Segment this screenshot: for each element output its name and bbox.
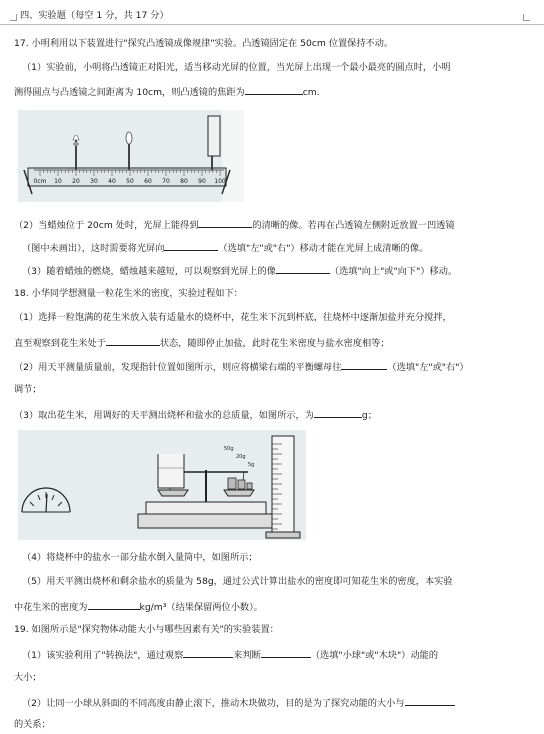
q17-p1-b [14,85,320,99]
q18-p5-a: （5）用天平测出烧杯和剩余盐水的质量为 58g，通过公式计算出盐水的密度即可知花生米的密度，本实验 [22,576,453,587]
q17-p3-text1: （3）随着蜡烛的燃烧，蜡烛越来越短，可以观察到光屏上的像 [22,266,276,277]
q17-p2-b [22,241,428,255]
q19-observe-blank [183,648,233,658]
balance-drawing [18,430,306,540]
q18-p3 [14,408,377,422]
optical-bench-photo [18,110,244,202]
q18-p3-text1: （3）取出花生米，用调好的天平测出烧杯和盐水的总质量，如图所示，为 [14,410,314,421]
scale-number: 0cm [33,178,47,185]
q17-p2-b-text1: （图中未画出），这时需要将光屏向 [22,243,165,254]
q18-p5-b-text1: 中花生米的密度为 [14,602,88,613]
q19-object-blank [261,648,311,658]
q17-p1-b-text: 测得圆点与凸透镜之间距离为 10cm，则凸透镜的焦距为 [14,87,245,98]
q17-p2-a-text2: 的清晰的像。若再在凸透镜左侧附近放置一凹透镜 [252,220,455,231]
q17-image-type-blank [198,218,252,228]
q18-nut-direction-blank [341,360,387,370]
q18-total-mass-blank [314,408,362,418]
scale-number: 60 [144,178,152,185]
q19-p1-a-text2: 来判断 [233,650,261,661]
q19-p1-a [22,648,438,662]
q17-p3 [22,264,457,278]
q17-p3-text2: （选填"向上"或"向下"）移动。 [329,266,458,277]
q18-p5-b [14,600,263,614]
crop-mark-left [10,14,17,21]
q18-p2-a-text2: （选填"左"或"右"） [387,362,469,373]
q17-p2-b-text2: （选填"左"或"右"）移动才能在光屏上成清晰的像。 [218,243,429,254]
q18-p2-a [14,360,469,374]
q17-p2-a [14,218,455,232]
q18-density-blank [88,600,140,610]
q19-p2-a [22,696,455,710]
scale-number: 50 [126,178,134,185]
q17-focal-length-blank [245,85,303,95]
q19-p1-a-text1: （1）该实验利用了"转换法"，通过观察 [22,650,184,661]
balance-figure [18,430,306,540]
q19-p2-a-text1: （2）让同一小球从斜面的不同高度由静止滚下，推动木块做功，目的是为了探究动能的大小与 [22,698,405,709]
weight-label-5g: 5g [248,462,255,468]
weight-label-50g: 50g [224,446,234,452]
weight-label-20g: 20g [236,454,246,460]
q18-p1-b-text1: 直至观察到花生米处于 [14,338,106,349]
scale-number: 20 [72,178,80,185]
scale-number: 30 [90,178,98,185]
q19-p1-b: 大小； [14,672,42,683]
q17-p1-a: （1）实验前，小明将凸透镜正对阳光，适当移动光屏的位置，当光屏上出现一个最小最亮的圆点时，小明 [22,62,451,73]
q17-screen-direction-blank [164,241,218,251]
q19-p2-b: 的关系； [14,719,51,730]
q17-image-move-blank [276,264,330,274]
crop-mark-right [523,14,530,21]
q17-stem: 17. 小明利用以下装置进行"探究凸透镜成像规律"实验。凸透镜固定在 50cm 位置保持不动。 [14,38,394,49]
scale-number: 80 [180,178,188,185]
header-rule [0,24,544,25]
q17-p2-a-text1: （2）当蜡烛位于 20cm 处时，光屏上能得到 [14,220,199,231]
q18-stem: 18. 小华同学想测量一粒花生米的密度，实验过程如下： [14,288,243,299]
q18-p5-b-text2: kg/m³（结果保留两位小数）。 [139,602,263,613]
q18-p2-a-text1: （2）用天平测量质量前，发现指针位置如图所示，则应将横梁右端的平衡螺母往 [14,362,342,373]
scale-number: 100 [214,178,226,185]
q18-p3-text2: g； [361,410,377,421]
scale-number: 90 [198,178,206,185]
scale-number: 70 [162,178,170,185]
q18-state-blank [106,336,160,346]
q18-p4: （4）将烧杯中的盐水一部分盐水倒入量筒中，如图所示； [22,552,258,563]
q18-p1-b [14,336,390,350]
section-title: 四、实验题（每空 1 分，共 17 分） [20,10,169,21]
q18-p1-b-text2: 状态，随即停止加盐，此时花生米密度与盐水密度相等； [159,338,390,349]
q18-p2-b: 调节； [14,384,42,395]
q18-p1-a: （1）选择一粒饱满的花生米放入装有适量水的烧杯中，花生米下沉到杯底，往烧杯中逐渐加盐并充分搅拌， [14,312,452,323]
q19-p1-a-text3: （选填"小球"或"木块"）动能的 [310,650,439,661]
q19-factor-blank [405,696,455,706]
q19-stem: 19. 如图所示是"探究物体动能大小与哪些因素有关"的实验装置： [14,624,279,635]
optical-bench-drawing [18,110,244,202]
scale-number: 10 [54,178,62,185]
scale-number: 40 [108,178,116,185]
q17-p1-b-unit: cm. [302,87,320,98]
